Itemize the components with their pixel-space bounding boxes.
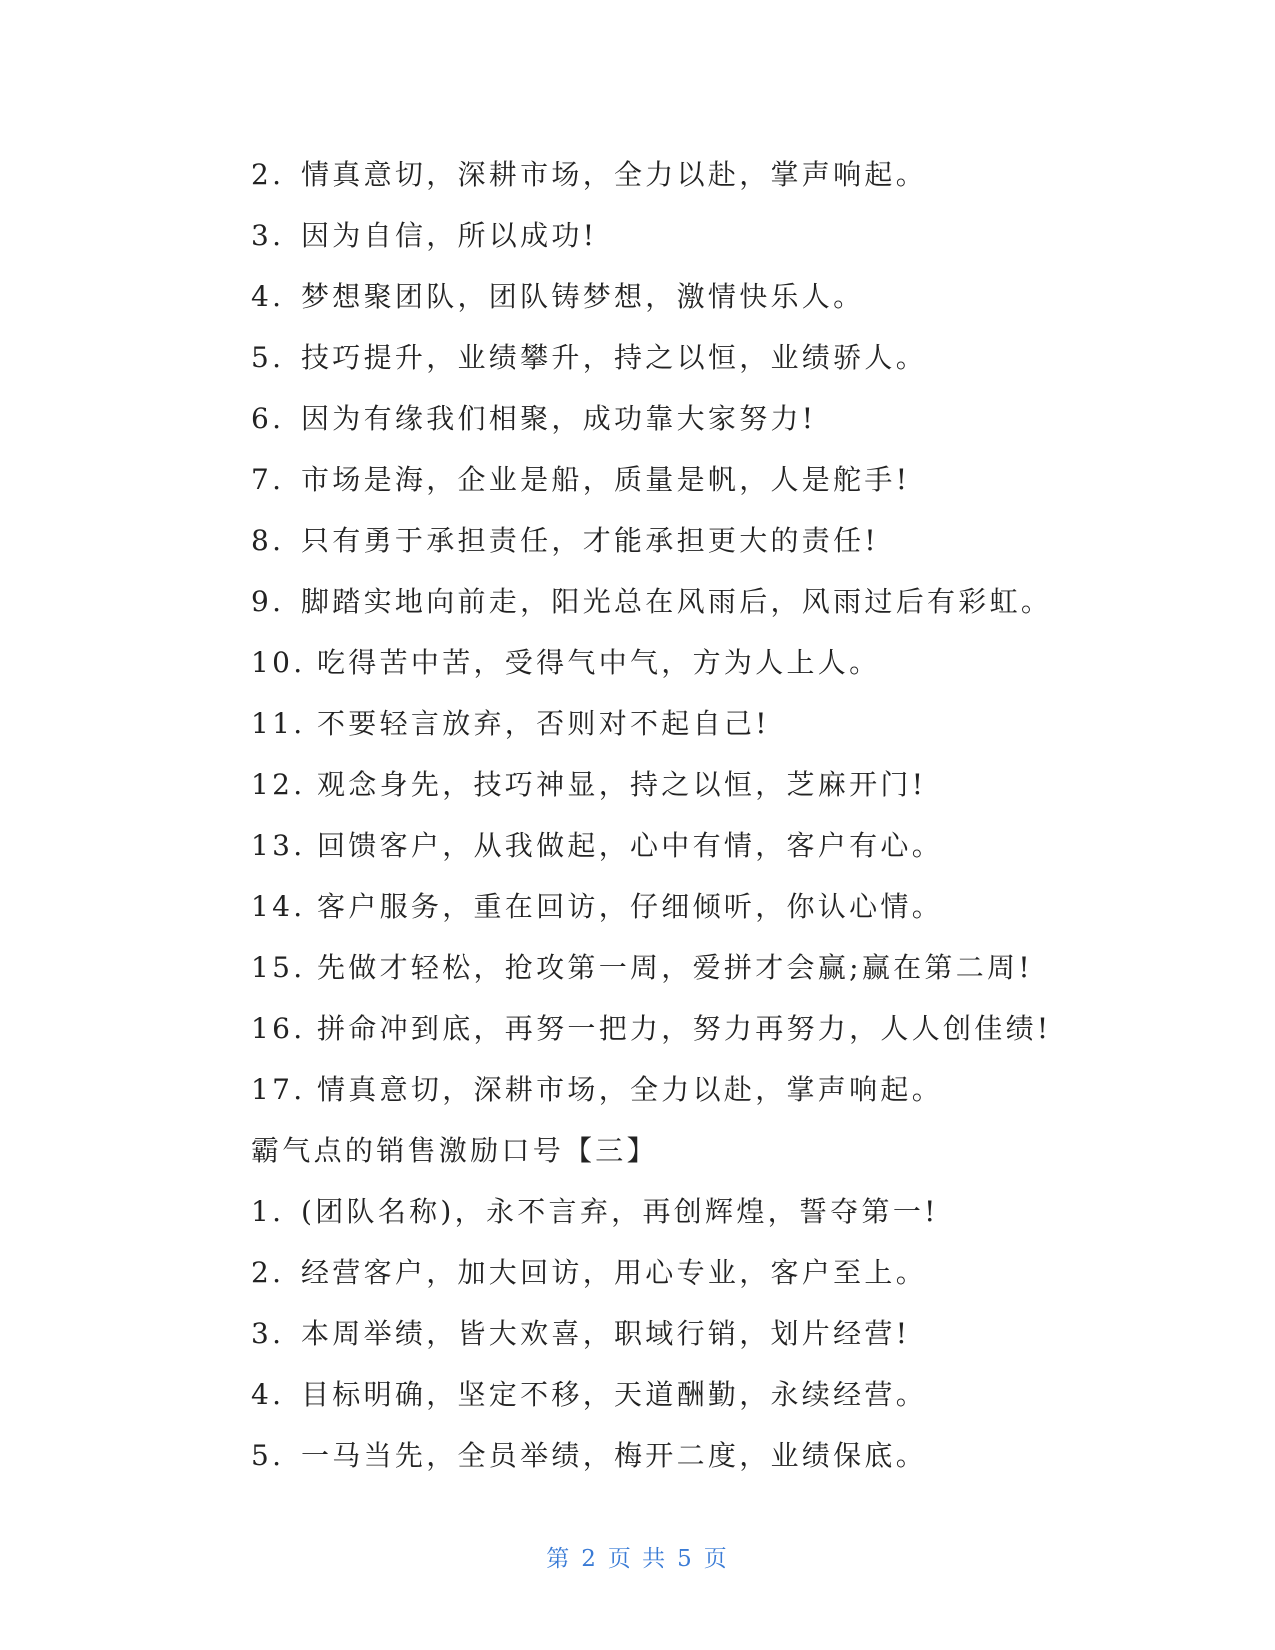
list-item <box>251 1425 1131 1486</box>
item-number: 16. <box>251 1012 306 1045</box>
item-text: 一马当先，全员举绩，梅开二度，业绩保底。 <box>301 1439 928 1472</box>
item-text: 脚踏实地向前走，阳光总在风雨后，风雨过后有彩虹。 <box>301 585 1053 618</box>
item-number: 13. <box>251 829 306 862</box>
item-number: 10. <box>251 646 306 679</box>
item-number: 7. <box>251 463 285 496</box>
item-number: 3. <box>251 1317 285 1350</box>
document-body <box>251 144 1131 1486</box>
item-text: 本周举绩，皆大欢喜，职域行销，划片经营! <box>301 1317 911 1350</box>
list-item <box>251 510 1131 571</box>
item-text: 不要轻言放弃，否则对不起自己! <box>317 707 770 740</box>
item-text: 技巧提升，业绩攀升，持之以恒，业绩骄人。 <box>301 341 928 374</box>
item-text: 客户服务，重在回访，仔细倾听，你认心情。 <box>317 890 944 923</box>
item-number: 15. <box>251 951 306 984</box>
item-number: 11. <box>251 707 306 740</box>
list-item <box>251 1303 1131 1364</box>
item-text: 拼命冲到底，再努一把力，努力再努力，人人创佳绩! <box>317 1012 1052 1045</box>
item-number: 2. <box>251 158 285 191</box>
item-number: 5. <box>251 1439 285 1472</box>
item-text: 先做才轻松，抢攻第一周，爱拼才会赢;赢在第二周! <box>317 951 1033 984</box>
item-number: 5. <box>251 341 285 374</box>
item-text: 目标明确，坚定不移，天道酬勤，永续经营。 <box>301 1378 928 1411</box>
list-item <box>251 1059 1131 1120</box>
list-item <box>251 632 1131 693</box>
list-item <box>251 144 1131 205</box>
item-number: 14. <box>251 890 306 923</box>
item-text: (团队名称)，永不言弃，再创辉煌，誓夺第一! <box>301 1195 939 1228</box>
list-item <box>251 388 1131 449</box>
list-item <box>251 571 1131 632</box>
footer-suffix: 页 <box>703 1546 729 1572</box>
item-number: 2. <box>251 1256 285 1289</box>
list-item <box>251 205 1131 266</box>
footer-middle: 页 共 <box>607 1546 668 1572</box>
item-number: 3. <box>251 219 285 252</box>
item-text: 情真意切，深耕市场，全力以赴，掌声响起。 <box>317 1073 944 1106</box>
item-text: 因为有缘我们相聚，成功靠大家努力! <box>301 402 817 435</box>
item-number: 17. <box>251 1073 306 1106</box>
item-text: 市场是海，企业是船，质量是帆，人是舵手! <box>301 463 911 496</box>
list-item <box>251 1181 1131 1242</box>
footer-total-pages: 5 <box>677 1546 694 1572</box>
item-number: 12. <box>251 768 306 801</box>
list-item <box>251 1364 1131 1425</box>
footer-prefix: 第 <box>546 1546 572 1572</box>
footer-page-number: 2 <box>581 1546 598 1572</box>
item-text: 情真意切，深耕市场，全力以赴，掌声响起。 <box>301 158 928 191</box>
list-item <box>251 449 1131 510</box>
list-item <box>251 266 1131 327</box>
item-text: 吃得苦中苦，受得气中气，方为人上人。 <box>317 646 881 679</box>
list-item <box>251 937 1131 998</box>
item-text: 梦想聚团队，团队铸梦想，激情快乐人。 <box>301 280 865 313</box>
page-footer <box>0 1540 1275 1573</box>
item-number: 4. <box>251 280 285 313</box>
list-item <box>251 998 1131 1059</box>
list-item <box>251 327 1131 388</box>
item-number: 1. <box>251 1195 285 1228</box>
item-text: 经营客户，加大回访，用心专业，客户至上。 <box>301 1256 928 1289</box>
list-item <box>251 815 1131 876</box>
list-item <box>251 876 1131 937</box>
item-number: 9. <box>251 585 285 618</box>
item-number: 8. <box>251 524 285 557</box>
item-text: 只有勇于承担责任，才能承担更大的责任! <box>301 524 879 557</box>
list-item <box>251 754 1131 815</box>
list-item <box>251 1242 1131 1303</box>
item-text: 观念身先，技巧神显，持之以恒，芝麻开门! <box>317 768 927 801</box>
item-number: 6. <box>251 402 285 435</box>
item-text: 因为自信，所以成功! <box>301 219 598 252</box>
section-heading: 霸气点的销售激励口号【三】 <box>251 1134 658 1167</box>
list-item <box>251 693 1131 754</box>
item-number: 4. <box>251 1378 285 1411</box>
item-text: 回馈客户，从我做起，心中有情，客户有心。 <box>317 829 944 862</box>
